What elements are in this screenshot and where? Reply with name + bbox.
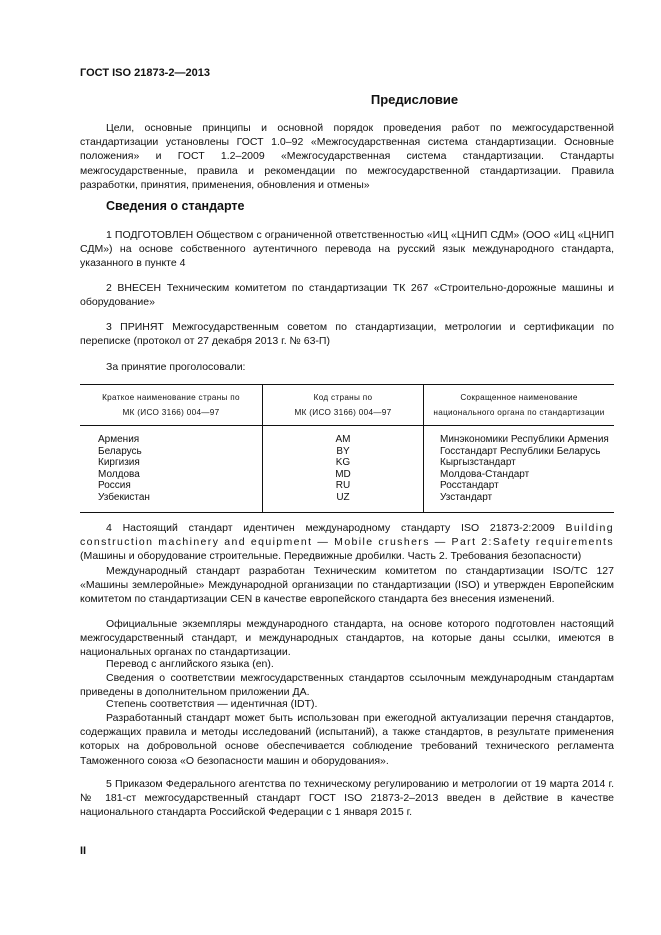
country-code: UZ [336,491,350,503]
copies-paragraph: Официальные экземпляры международного стандарта, на основе которого подготовлен настоящий межгосударственный стандарт, и международных стандартов, на которые даны ссылки, имеются в национальных органах по стандартизации. [80,618,614,659]
header-line: Код страны по [313,393,373,402]
standards-body: Минэкономики Республики Армения [440,434,609,445]
header-line: Сокращенное наименование [460,393,578,402]
countries-cell [80,426,263,513]
standards-body: Госстандарт Республики Беларусь [440,445,601,457]
country-name: Армения [98,434,140,445]
intro-paragraph: Цели, основные принципы и основной порядок проведения работ по межгосударственной стандартизации установлены ГОСТ 1.0–92 «Межгосударственная система стандартизации. Основные положения» и ГОСТ 1.2–2009 «Межгосударственная система стандартизации. Стандарты межгосударственные, правила и рекомендации по межгосударственной стандартизации. Правила разработки, принятия, применения, обновления и отмены» [80,122,614,191]
bodies-cell [424,426,615,513]
column-header-code [263,385,424,426]
usage-paragraph: Разработанный стандарт может быть использован при ежегодной актуализации перечня стандартов, содержащих правила и методы исследований (испытаний), а также стандартов, в результате применения которых на добровольной основе обеспечивается соблюдение требований технического регламента Таможенного союза «О безопасности машин и оборудования». [80,712,614,767]
section-title: Сведения о стандарте [106,199,245,213]
degree-paragraph: Степень соответствия — идентичная (IDT). [106,698,318,710]
country-name: Молдова [98,468,140,480]
country-name: Узбекистан [98,491,150,503]
standards-body: Узстандарт [440,491,493,503]
member-states-table [80,384,614,513]
foreword-title: Предисловие [370,92,459,107]
country-code: MD [335,468,351,480]
country-code: RU [335,480,351,492]
compliance-paragraph: Сведения о соответствии межгосударственных стандартов ссылочным международным стандартам приведены в дополнительном приложении ДА. [80,672,614,699]
standards-body: Росстандарт [440,480,499,492]
page-title [0,92,661,107]
item-3-paragraph: 3 ПРИНЯТ Межгосударственным советом по стандартизации, метрологии и сертификации по переписке (протокол от 27 декабря 2013 г. № 63-П) [80,321,614,348]
standards-body: Кыргызстандарт [440,457,516,469]
item-2-paragraph: 2 ВНЕСЕН Техническим комитетом по стандартизации ТК 267 «Строительно-дорожные машины и оборудование» [80,282,614,309]
header-line: национального органа по стандартизации [433,408,605,417]
codes-cell [263,426,424,513]
item-4-english-title: Building construction machinery and equipment — Mobile crushers — Part 2:Safety requirements [80,522,614,549]
item-5-paragraph: 5 Приказом Федерального агентства по техническому регулированию и метрологии от 19 марта 2014 г. № 181-ст межгосударственный стандарт ГОСТ ISO 21873-2–2013 введен в действие в качестве национального стандарта Российской Федерации с 1 января 2015 г. [80,778,614,819]
item-4-prefix: 4 Настоящий стандарт идентичен международному стандарту ISO 21873-2:2009 [106,522,566,534]
document-header-id: ГОСТ ISO 21873-2—2013 [80,67,210,79]
table-header-row [80,385,614,426]
header-line: Краткое наименование страны по [102,393,240,402]
header-line: МК (ИСО 3166) 004—97 [294,408,392,417]
table-row [80,426,614,513]
translation-paragraph: Перевод с английского языка (en). [106,658,274,670]
country-name: Беларусь [98,445,142,457]
column-header-country [80,385,263,426]
item-4-suffix: (Машины и оборудование строительные. Передвижные дробилки. Часть 2. Требования безопасности) [80,550,582,563]
header-line: МК (ИСО 3166) 004—97 [122,408,220,417]
country-code: KG [335,457,351,469]
country-name: Россия [98,480,131,492]
vote-label: За принятие проголосовали: [106,361,246,373]
item-4-paragraph [80,521,614,564]
country-name: Киргизия [98,457,140,469]
page-number: II [80,845,87,857]
item-1-paragraph: 1 ПОДГОТОВЛЕН Обществом с ограниченной ответственностью «ИЦ «ЦНИП СДМ» (ООО «ИЦ «ЦНИП СДМ») на основе собственного аутентичного перевода на русский язык международного стандарта, указанного в пункте 4 [80,229,614,270]
developed-paragraph: Международный стандарт разработан Техническим комитетом по стандартизации ISO/TC 127 «Машины землеройные» Международной организации по стандартизации (ISO) и утвержден Европейским комитетом по стандартизации CEN в качестве европейского стандарта без внесения изменений. [80,565,614,606]
country-code: AM [335,434,351,445]
standards-body: Молдова-Стандарт [440,468,530,480]
column-header-body [424,385,615,426]
country-code: BY [336,445,350,457]
